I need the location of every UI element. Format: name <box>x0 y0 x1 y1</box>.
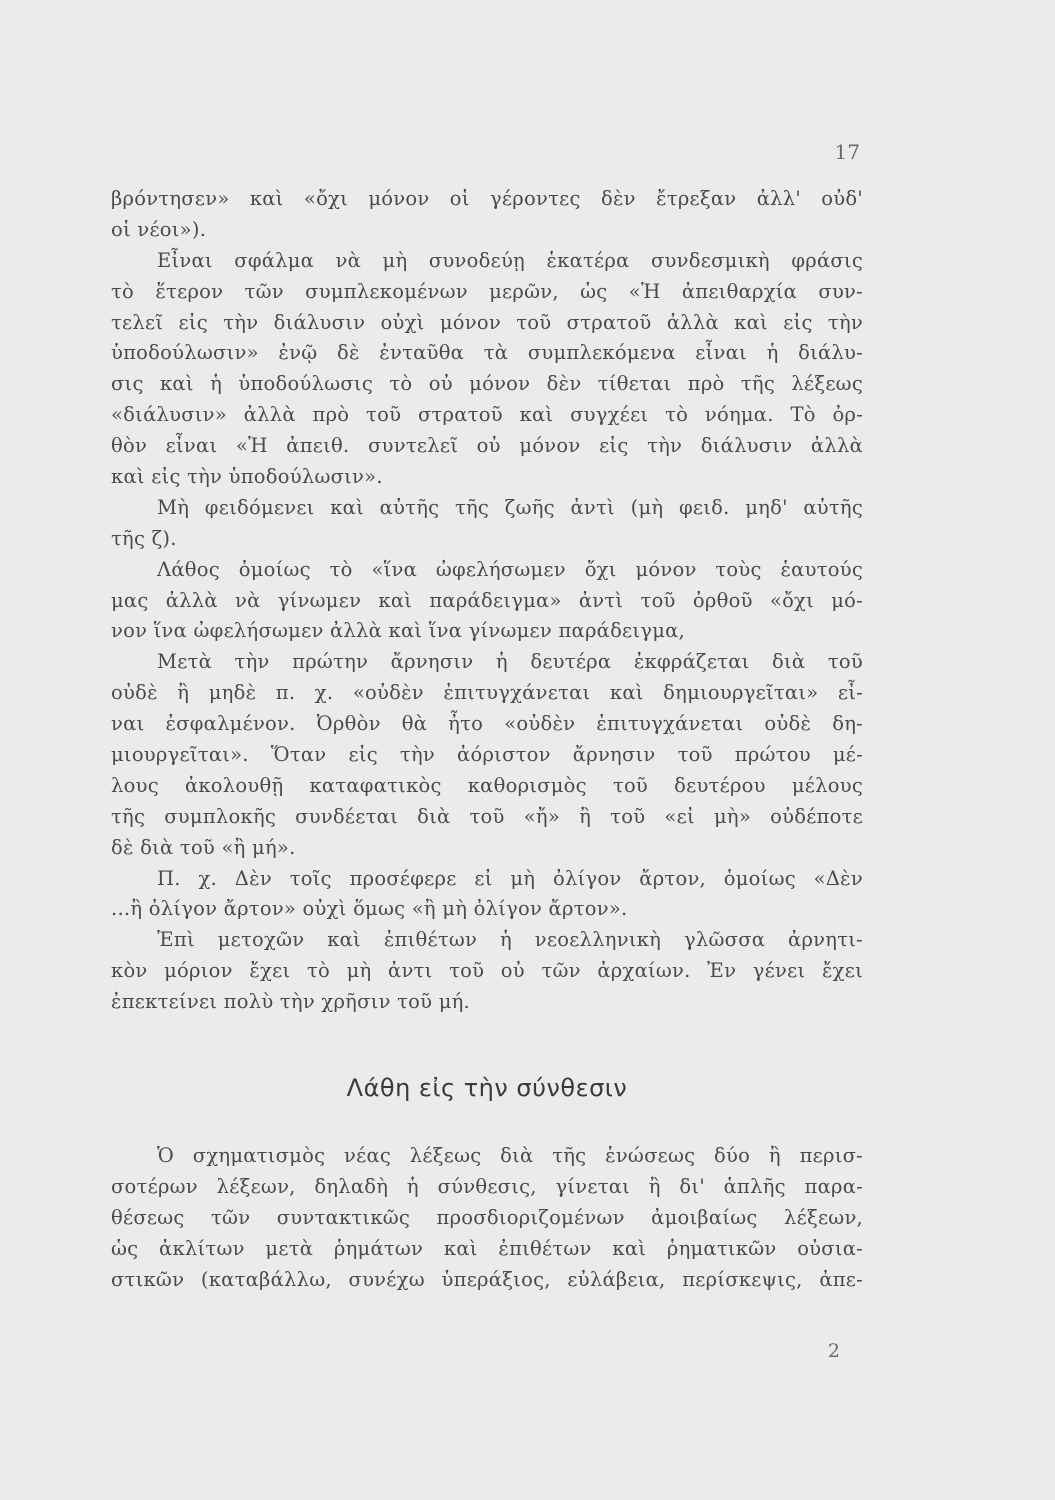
text-line: καὶ εἰς τὴν ὑποδούλωσιν». <box>111 465 383 489</box>
text-line: νον ἵνα ὠφελήσωμεν ἀλλὰ καὶ ἵνα γίνωμεν παράδειγμα, <box>111 619 686 643</box>
text-line: στικῶν (καταβάλλω, συνέχω ὑπεράξιος, εὐλάβεια, περίσκεψις, ἀπε- <box>111 1267 863 1291</box>
text-line: «διάλυσιν» ἀλλὰ πρὸ τοῦ στρατοῦ καὶ συγχέει τὸ νόημα. Τὸ ὀρ- <box>111 403 863 427</box>
text-line: λους ἀκολουθῇ καταφατικὸς καθορισμὸς τοῦ δευτέρου μέλους <box>111 773 863 797</box>
text-line: τῆς ζ). <box>111 526 177 550</box>
text-line: ὑποδούλωσιν» ἐνῷ δὲ ἐνταῦθα τὰ συμπλεκόμενα εἶναι ἡ διάλυ- <box>111 341 863 365</box>
page-number: 17 <box>834 140 860 164</box>
text-line: Ἐπὶ μετοχῶν καὶ ἐπιθέτων ἡ νεοελληνικὴ γλῶσσα ἀρνητι- <box>157 928 863 952</box>
text-line: οἱ νέοι»). <box>111 217 207 241</box>
text-line: μας ἀλλὰ νὰ γίνωμεν καὶ παράδειγμα» ἀντὶ τοῦ ὀρθοῦ «ὄχι μό- <box>111 588 863 612</box>
text-line: Ὁ σχηματισμὸς νέας λέξεως διὰ τῆς ἑνώσεως δύο ἢ περισ- <box>157 1144 863 1167</box>
text-line: Λάθος ὁμοίως τὸ «ἵνα ὠφελήσωμεν ὄχι μόνον τοὺς ἑαυτούς <box>157 557 863 581</box>
text-line: θέσεως τῶν συντακτικῶς προσδιοριζομένων ἀμοιβαίως λέξεων, <box>111 1205 863 1229</box>
section-heading: Λάθη εἰς τὴν σύνθεσιν <box>346 1074 628 1102</box>
printer-signature-mark: 2 <box>827 1340 840 1362</box>
text-line: κὸν μόριον ἔχει τὸ μὴ ἀντι τοῦ οὐ τῶν ἀρχαίων. Ἐν γένει ἔχει <box>111 959 863 983</box>
text-line: θὸν εἶναι «Ἡ ἀπειθ. συντελεῖ οὐ μόνον εἰς τὴν διάλυσιν ἀλλὰ <box>111 434 863 458</box>
section-text <box>111 1141 863 1295</box>
text-line: ἐπεκτείνει πολὺ τὴν χρῆσιν τοῦ μή. <box>111 990 471 1014</box>
text-line: ναι ἐσφαλμένον. Ὀρθὸν θὰ ἦτο «οὐδὲν ἐπιτυγχάνεται οὐδὲ δη- <box>111 712 863 736</box>
text-line: σοτέρων λέξεων, δηλαδὴ ἡ σύνθεσις, γίνεται ἢ δι' ἁπλῆς παρα- <box>111 1174 863 1198</box>
text-line: ὡς ἀκλίτων μετὰ ῥημάτων καὶ ἐπιθέτων καὶ ῥηματικῶν οὐσια- <box>111 1236 863 1260</box>
text-line: τῆς συμπλοκῆς συνδέεται διὰ τοῦ «ἤ» ἢ τοῦ «εἰ μὴ» οὐδέποτε <box>111 804 863 828</box>
text-line: τὸ ἕτερον τῶν συμπλεκομένων μερῶν, ὡς «Ἡ ἀπειθαρχία συν- <box>111 279 863 303</box>
text-line: τελεῖ εἰς τὴν διάλυσιν οὐχὶ μόνον τοῦ στρατοῦ ἀλλὰ καὶ εἰς τὴν <box>111 310 863 334</box>
text-line: βρόντησεν» καὶ «ὄχι μόνον οἱ γέροντες δὲν ἔτρεξαν ἀλλ' οὐδ' <box>111 187 863 210</box>
text-line: ...ἢ ὀλίγον ἄρτον» οὐχὶ ὅμως «ἢ μὴ ὀλίγον ἄρτον». <box>111 897 628 921</box>
text-line: Μετὰ τὴν πρώτην ἄρνησιν ἡ δευτέρα ἐκφράζεται διὰ τοῦ <box>157 650 863 674</box>
text-line: σις καὶ ἡ ὑποδούλωσις τὸ οὐ μόνον δὲν τίθεται πρὸ τῆς λέξεως <box>111 372 863 396</box>
text-line: Π. χ. Δὲν τοῖς προσέφερε εἰ μὴ ὀλίγον ἄρτον, ὁμοίως «Δὲν <box>157 866 863 890</box>
text-line: Εἶναι σφάλμα νὰ μὴ συνοδεύῃ ἑκατέρα συνδεσμικὴ φράσις <box>157 248 863 272</box>
text-line: δὲ διὰ τοῦ «ἢ μή». <box>111 835 296 859</box>
text-line: μιουργεῖται». Ὅταν εἰς τὴν ἀόριστον ἄρνησιν τοῦ πρώτου μέ- <box>111 743 863 767</box>
text-line: Μὴ φειδόμενει καὶ αὐτῆς τῆς ζωῆς ἀντὶ (μὴ φειδ. μηδ' αὐτῆς <box>157 495 863 519</box>
text-line: οὐδὲ ἢ μηδὲ π. χ. «οὐδὲν ἐπιτυγχάνεται καὶ δημιουργεῖται» εἶ- <box>111 681 863 705</box>
body-text <box>111 184 863 1018</box>
